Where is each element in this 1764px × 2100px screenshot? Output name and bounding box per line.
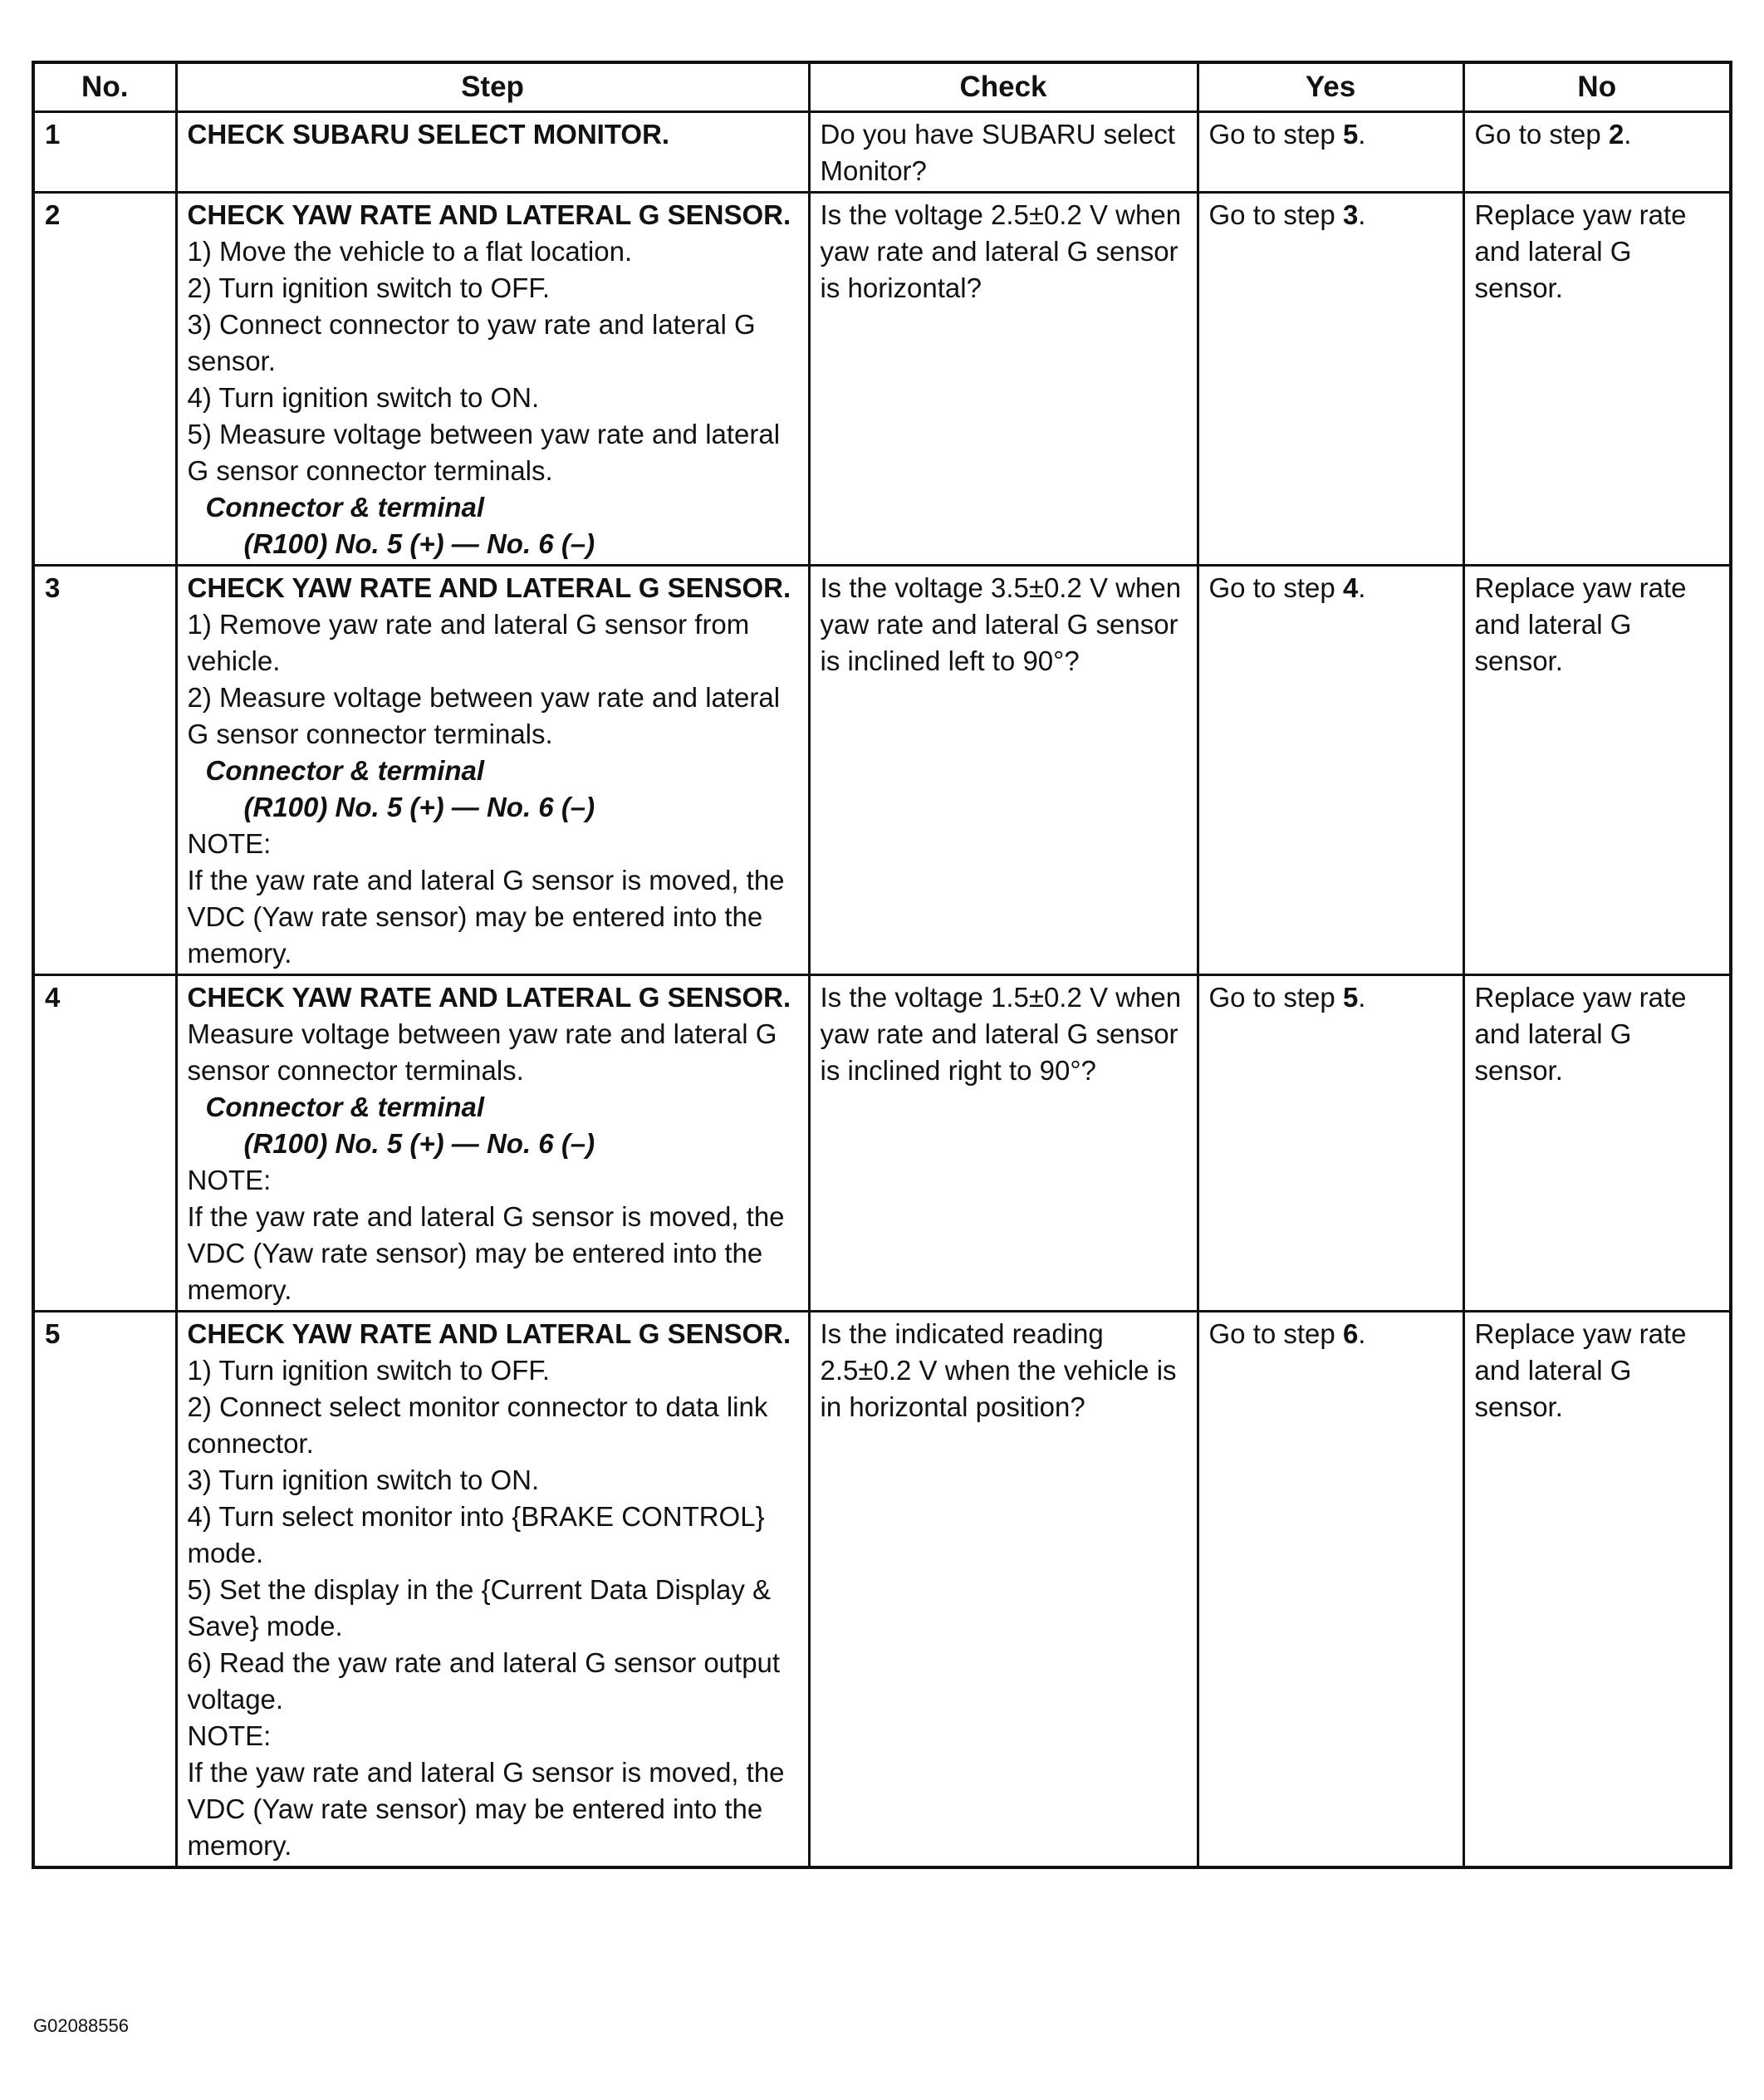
connector-terminal: (R100) No. 5 (+) — No. 6 (–) — [243, 528, 595, 559]
yes-suffix: . — [1358, 119, 1366, 150]
connector-label: Connector & terminal — [205, 492, 485, 523]
yes-suffix: . — [1358, 982, 1366, 1013]
no-action: Replace yaw rate and lateral G sensor. — [1474, 1318, 1687, 1422]
check-cell: Is the voltage 2.5±0.2 V when yaw rate and lateral G sensor is horizontal? — [809, 193, 1198, 566]
table-row — [33, 566, 1731, 975]
no-cell — [1463, 193, 1731, 566]
connector-label: Connector & terminal — [205, 755, 485, 786]
step-instruction: 5) Measure voltage between yaw rate and lateral G sensor connector terminals. — [187, 419, 781, 486]
step-instruction: 3) Turn ignition switch to ON. — [187, 1465, 540, 1495]
step-instruction: Measure voltage between yaw rate and lateral G sensor connector terminals. — [187, 1018, 777, 1086]
table-row — [33, 1312, 1731, 1868]
step-instruction: 2) Connect select monitor connector to data link connector. — [187, 1391, 768, 1459]
no-cell — [1463, 112, 1731, 193]
header-row — [33, 62, 1731, 112]
no-action: Replace yaw rate and lateral G sensor. — [1474, 982, 1687, 1086]
yes-suffix: . — [1358, 572, 1366, 603]
step-instruction: 4) Turn ignition switch to ON. — [187, 382, 540, 413]
step-cell — [176, 193, 809, 566]
step-title: CHECK YAW RATE AND LATERAL G SENSOR. — [187, 199, 791, 230]
yes-step-ref: 5 — [1342, 982, 1359, 1013]
yes-prefix: Go to step — [1208, 982, 1343, 1013]
yes-suffix: . — [1358, 199, 1366, 230]
yes-prefix: Go to step — [1208, 199, 1343, 230]
yes-prefix: Go to step — [1208, 572, 1343, 603]
step-title: CHECK YAW RATE AND LATERAL G SENSOR. — [187, 572, 791, 603]
table-row — [33, 975, 1731, 1312]
yes-prefix: Go to step — [1208, 1318, 1343, 1349]
step-cell — [176, 1312, 809, 1868]
note-label: NOTE: — [187, 828, 272, 859]
note-text: If the yaw rate and lateral G sensor is moved, the VDC (Yaw rate sensor) may be entered into the memory. — [187, 865, 785, 969]
yes-cell — [1198, 1312, 1463, 1868]
yes-step-ref: 6 — [1342, 1318, 1359, 1349]
note-label: NOTE: — [187, 1165, 272, 1195]
check-cell: Is the voltage 1.5±0.2 V when yaw rate and lateral G sensor is inclined right to 90°? — [809, 975, 1198, 1312]
connector-terminal: (R100) No. 5 (+) — No. 6 (–) — [243, 792, 595, 822]
no-action: Replace yaw rate and lateral G sensor. — [1474, 199, 1687, 303]
header-no: No. — [33, 62, 176, 112]
no-prefix: Go to step — [1474, 119, 1609, 150]
note-text: If the yaw rate and lateral G sensor is moved, the VDC (Yaw rate sensor) may be entered into the memory. — [187, 1201, 785, 1305]
table-row — [33, 193, 1731, 566]
no-suffix: . — [1624, 119, 1632, 150]
no-cell — [1463, 566, 1731, 975]
step-instruction: 1) Remove yaw rate and lateral G sensor from vehicle. — [187, 609, 750, 676]
step-number: 2 — [33, 193, 176, 566]
step-number: 3 — [33, 566, 176, 975]
step-cell — [176, 112, 809, 193]
no-cell — [1463, 1312, 1731, 1868]
step-instruction: 2) Turn ignition switch to OFF. — [187, 272, 550, 303]
header-check: Check — [809, 62, 1198, 112]
table-body — [33, 112, 1731, 1868]
header-yes: Yes — [1198, 62, 1463, 112]
diagnostic-table — [32, 61, 1732, 1869]
note-text: If the yaw rate and lateral G sensor is moved, the VDC (Yaw rate sensor) may be entered into the memory. — [187, 1757, 785, 1861]
header-no-result: No — [1463, 62, 1731, 112]
no-step-ref: 2 — [1608, 119, 1624, 150]
step-number: 5 — [33, 1312, 176, 1868]
yes-step-ref: 3 — [1342, 199, 1359, 230]
yes-step-ref: 4 — [1342, 572, 1359, 603]
table-row — [33, 112, 1731, 193]
step-title: CHECK YAW RATE AND LATERAL G SENSOR. — [187, 1318, 791, 1349]
note-label: NOTE: — [187, 1720, 272, 1751]
check-cell: Is the indicated reading 2.5±0.2 V when the vehicle is in horizontal position? — [809, 1312, 1198, 1868]
no-action: Replace yaw rate and lateral G sensor. — [1474, 572, 1687, 676]
step-instruction: 5) Set the display in the {Current Data Display & Save} mode. — [187, 1574, 772, 1641]
connector-label: Connector & terminal — [205, 1092, 485, 1122]
step-title: CHECK YAW RATE AND LATERAL G SENSOR. — [187, 982, 791, 1013]
yes-step-ref: 5 — [1342, 119, 1359, 150]
step-instruction: 6) Read the yaw rate and lateral G sensor output voltage. — [187, 1647, 781, 1715]
figure-code: G02088556 — [33, 2015, 129, 2036]
connector-terminal: (R100) No. 5 (+) — No. 6 (–) — [243, 1128, 595, 1159]
check-cell: Do you have SUBARU select Monitor? — [809, 112, 1198, 193]
yes-cell — [1198, 193, 1463, 566]
step-instruction: 4) Turn select monitor into {BRAKE CONTROL} mode. — [187, 1501, 765, 1568]
step-cell — [176, 975, 809, 1312]
check-cell: Is the voltage 3.5±0.2 V when yaw rate and lateral G sensor is inclined left to 90°? — [809, 566, 1198, 975]
header-step: Step — [176, 62, 809, 112]
yes-suffix: . — [1358, 1318, 1366, 1349]
yes-cell — [1198, 112, 1463, 193]
yes-prefix: Go to step — [1208, 119, 1343, 150]
step-instruction: 2) Measure voltage between yaw rate and lateral G sensor connector terminals. — [187, 682, 781, 749]
step-number: 4 — [33, 975, 176, 1312]
yes-cell — [1198, 975, 1463, 1312]
step-instruction: 1) Turn ignition switch to OFF. — [187, 1355, 550, 1386]
step-instruction: 3) Connect connector to yaw rate and lateral G sensor. — [187, 309, 756, 376]
step-number: 1 — [33, 112, 176, 193]
step-title: CHECK SUBARU SELECT MONITOR. — [187, 119, 670, 150]
no-cell — [1463, 975, 1731, 1312]
step-instruction: 1) Move the vehicle to a flat location. — [187, 236, 633, 267]
yes-cell — [1198, 566, 1463, 975]
step-cell — [176, 566, 809, 975]
